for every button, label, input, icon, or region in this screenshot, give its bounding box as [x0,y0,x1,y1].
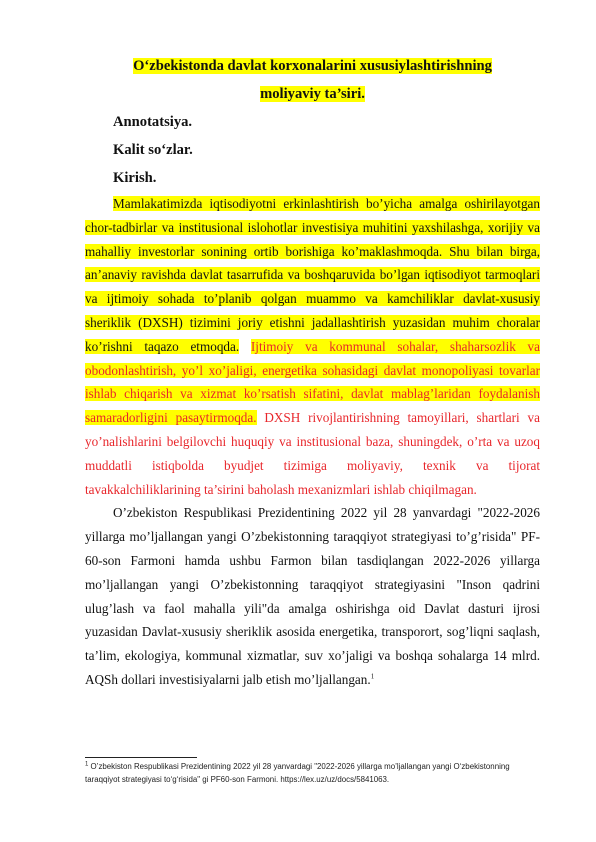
footnote-reference[interactable]: 1 [370,672,375,681]
document-page [85,52,540,692]
footnote-text: O’zbekiston Respublikasi Prezidentining 2022 yil 28 yanvardagi "2022-2026 yillarga mo’ljallangan yangi O‘zbekistonning taraqqiyot strategiyasi to‘g‘risida" gi PF60-son Farmoni. https://lex.uz/uz/docs/5841063. [85,762,510,784]
title-line-2: moliyaviy ta’siri. [260,86,365,102]
footnote-number: 1 [85,761,89,768]
footnote [85,760,540,786]
paragraph-2-text: O’zbekiston Respublikasi Prezidentining 2022 yil 28 yanvardagi "2022-2026 yillarga mo’ljallangan yangi O’zbekistonning taraqqiyot strategiyasi to’g’risida" PF-60-son Farmoni hamda ushbu Farmon bilan tasdiqlangan 2022-2026 yillarga mo’ljallangan yangi O’zbekistonning taraqqiyot strategiyasini "Inson qadrini ulug’lash va faol mahalla yili"da amalga oshirishga oid Davlat dasturi ijrosi yuzasidan Davlat-xususiy sheriklik asosida energetika, transporort, sog’liqni saqlash, ta’lim, ekologiya, kommunal xizmatlar, suv xo’jaligi va boshqa sohalarga 14 mlrd. AQSh dollari investisiyalarni jalb etish mo’ljallangan. [85,505,540,687]
introduction-paragraph-1 [85,192,540,501]
highlighted-text: Mamlakatimizda iqtisodiyotni erkinlashtirish bo’yicha amalga oshirilayotgan chor-tadbirlar va institusional islohotlar investisiya muhitini yaxshilashga, xorijiy va mahalliy investorlar sonining ortib borishiga ko’maklashmoqda. Shu bilan birga, an’anaviy ravishda davlat tasarrufida va boshqaruvida bo’lgan iqtisodiyot tarmoqlari va ijtimoiy sohada to’planib qolgan muammo va kamchiliklar davlat-xususiy sheriklik (DXSH) tizimini joriy etishni jadallashtirish yuzasidan muhim choralar ko’rishni taqazo etmoqda. [85,196,540,354]
footnote-separator [85,757,197,758]
keywords-heading: Kalit so‘zlar. [113,142,193,158]
red-highlighted-text: Ijtimoiy va kommunal sohalar, shaharsozlik va obodonlashtirish, yo’l xo’jaligi, energetika sohasidagi davlat monopoliyasi tovarlar ishlab chiqarish va xizmat ko’rsatish sifatini, davlat mablag’laridan foydalanish samaradorligini pasaytirmoqda. [85,338,541,426]
red-text: DXSH rivojlantirishning tamoyillari, shartlari va yo’nalishlarini belgilovchi huquqiy va institusional baza, shuningdek, o’rta va uzoq muddatli istiqbolda byudjet tizimiga moliyaviy, texnik va tijorat tavakkalchiliklarining ta’sirini baholash mexanizmlari ishlab chiqilmagan. [85,410,540,497]
introduction-heading: Kirish. [113,170,157,186]
title-line-1: O‘zbekistonda davlat korxonalarini xususiylashtirishning [133,58,492,74]
introduction-paragraph-2 [85,501,540,691]
annotation-heading: Annotatsiya. [113,114,193,130]
document-title [85,52,540,108]
